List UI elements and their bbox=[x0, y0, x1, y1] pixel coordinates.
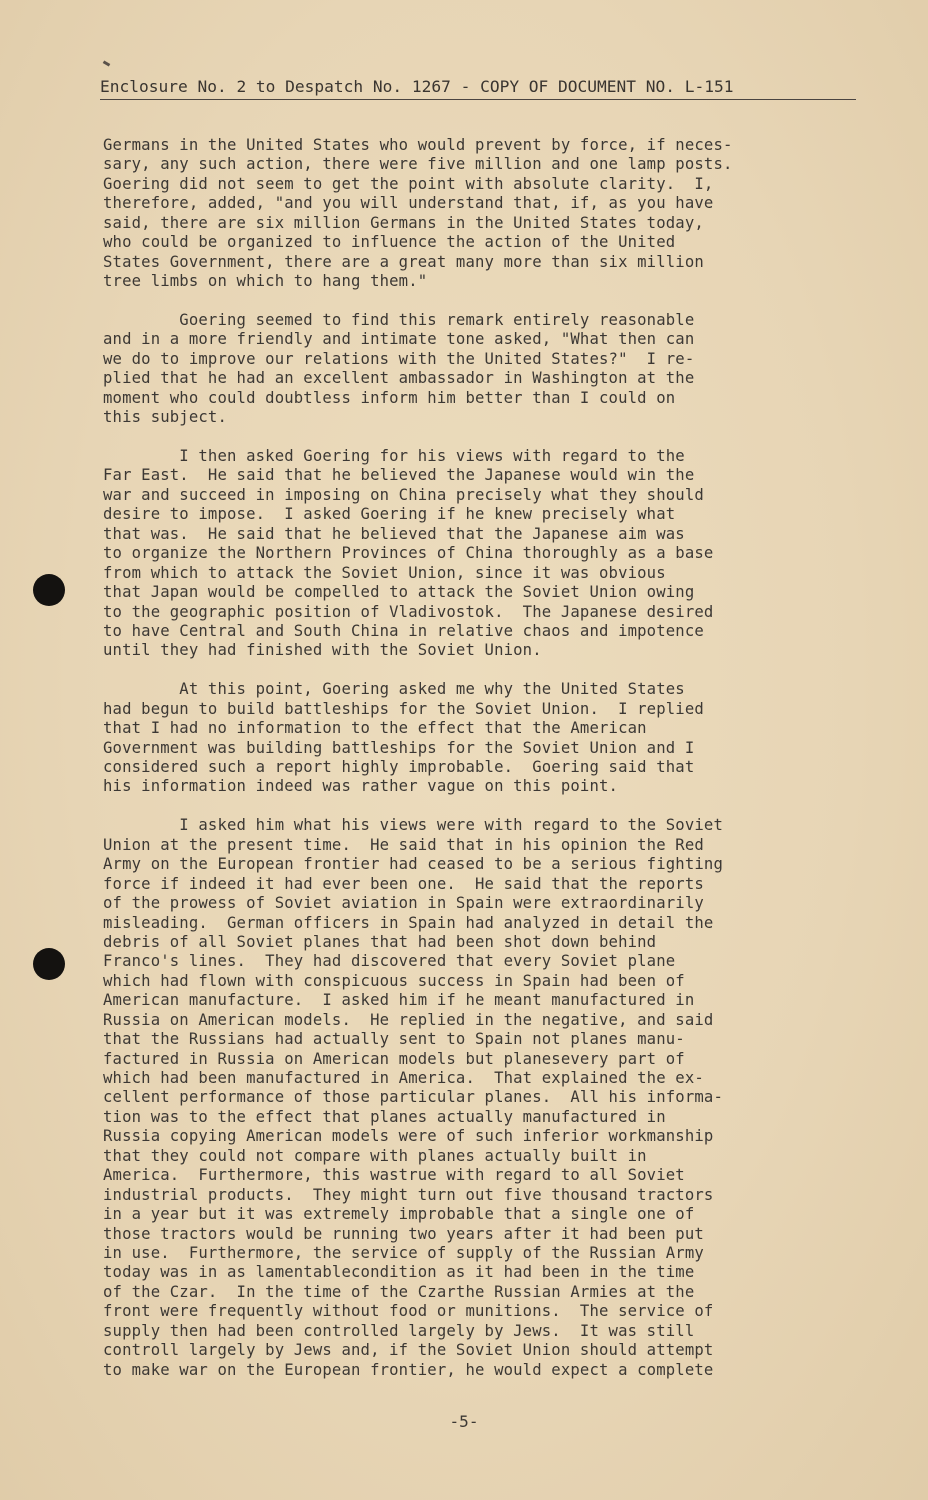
text-line: considered such a report highly improbable. Goering said that bbox=[103, 758, 695, 776]
text-line: supply then had been controlled largely by Jews. It was still bbox=[103, 1321, 695, 1340]
text-line: that Japan would be compelled to attack the Soviet Union owing bbox=[103, 583, 695, 602]
text-line: from which to attack the Soviet Union, since it was obvious bbox=[103, 563, 666, 582]
text-line: of the Czar. In the time of the Czarthe Russian Armies at the bbox=[103, 1282, 695, 1301]
text-line: misleading. German officers in Spain had analyzed in detail the bbox=[103, 913, 714, 932]
text-line: force if indeed it had ever been one. He said that the reports bbox=[103, 874, 704, 893]
text-line: who could be organized to influence the action of the United bbox=[103, 233, 676, 252]
text-line: Government was building battleships for the Soviet Union and I bbox=[103, 738, 695, 757]
text-line: Franco's lines. They had discovered that every Soviet plane bbox=[103, 952, 676, 971]
text-line: front were frequently without food or munitions. The service of bbox=[103, 1302, 714, 1321]
text-line: to make war on the European frontier, he would expect a complete bbox=[103, 1360, 714, 1379]
text-line: those tractors would be running two years after it had been put bbox=[103, 1224, 704, 1243]
text-line: American manufacture. I asked him if he meant manufactured in bbox=[103, 991, 695, 1010]
paragraph bbox=[103, 311, 873, 428]
text-line: debris of all Soviet planes that had been shot down behind bbox=[103, 932, 657, 951]
text-line: Army on the European frontier had ceased to be a serious fighting bbox=[103, 855, 723, 874]
punch-hole-upper bbox=[33, 574, 65, 606]
text-line: Germans in the United States who would prevent by force, if neces- bbox=[103, 136, 733, 154]
text-line: Goering seemed to find this remark entirely reasonable bbox=[103, 310, 695, 329]
text-line: therefore, added, "and you will understand that, if, as you have bbox=[103, 194, 714, 213]
text-line: Far East. He said that he believed the Japanese would win the bbox=[103, 466, 695, 485]
text-line: plied that he had an excellent ambassador in Washington at the bbox=[103, 369, 695, 388]
paragraph bbox=[103, 680, 873, 797]
text-line: war and succeed in imposing on China precisely what they should bbox=[103, 485, 704, 504]
text-line: in a year but it was extremely improbable that a single one of bbox=[103, 1205, 695, 1224]
text-line: At this point, Goering asked me why the United States bbox=[103, 680, 685, 699]
text-line: that was. He said that he believed that the Japanese aim was bbox=[103, 524, 685, 543]
punch-hole-lower bbox=[33, 948, 65, 980]
text-line: and in a more friendly and intimate tone asked, "What then can bbox=[103, 330, 695, 349]
text-line: tree limbs on which to hang them." bbox=[103, 272, 428, 291]
text-line: today was in as lamentablecondition as it had been in the time bbox=[103, 1263, 695, 1282]
text-line: I asked him what his views were with regard to the Soviet bbox=[103, 816, 723, 835]
text-line: to the geographic position of Vladivostok. The Japanese desired bbox=[103, 602, 714, 621]
text-line: had begun to build battleships for the Soviet Union. I replied bbox=[103, 699, 704, 718]
text-line: industrial products. They might turn out five thousand tractors bbox=[103, 1185, 714, 1204]
paragraph bbox=[103, 136, 873, 292]
text-line: cellent performance of those particular planes. All his informa- bbox=[103, 1088, 723, 1107]
text-line: said, there are six million Germans in the United States today, bbox=[103, 213, 704, 232]
page-number: -5- bbox=[449, 1412, 479, 1431]
pen-mark bbox=[103, 60, 111, 66]
text-line: that I had no information to the effect that the American bbox=[103, 719, 647, 738]
text-line: Union at the present time. He said that in his opinion the Red bbox=[103, 835, 704, 854]
text-line: to have Central and South China in relative chaos and impotence bbox=[103, 621, 704, 640]
text-line: this subject. bbox=[103, 408, 227, 427]
text-line: of the prowess of Soviet aviation in Spain were extraordinarily bbox=[103, 894, 704, 913]
text-line: that they could not compare with planes actually built in bbox=[103, 1146, 647, 1165]
text-line: tion was to the effect that planes actually manufactured in bbox=[103, 1107, 666, 1126]
text-line: Russia copying American models were of such inferior workmanship bbox=[103, 1127, 714, 1146]
text-line: in use. Furthermore, the service of supply of the Russian Army bbox=[103, 1243, 704, 1262]
text-line: that the Russians had actually sent to Spain not planes manu- bbox=[103, 1030, 685, 1049]
paragraph bbox=[103, 447, 873, 661]
document-body bbox=[103, 136, 873, 1399]
text-line: until they had finished with the Soviet Union. bbox=[103, 641, 542, 660]
document-header: Enclosure No. 2 to Despatch No. 1267 - COPY OF DOCUMENT NO. L-151 bbox=[100, 76, 856, 100]
text-line: sary, any such action, there were five million and one lamp posts. bbox=[103, 155, 733, 174]
text-line: I then asked Goering for his views with regard to the bbox=[103, 447, 685, 465]
text-line: America. Furthermore, this wastrue with regard to all Soviet bbox=[103, 1166, 685, 1185]
text-line: controll largely by Jews and, if the Soviet Union should attempt bbox=[103, 1341, 714, 1360]
text-line: which had flown with conspicuous success in Spain had been of bbox=[103, 971, 685, 990]
text-line: we do to improve our relations with the United States?" I re- bbox=[103, 349, 695, 368]
text-line: to organize the Northern Provinces of China thoroughly as a base bbox=[103, 544, 714, 563]
text-line: his information indeed was rather vague on this point. bbox=[103, 777, 619, 796]
paragraph bbox=[103, 816, 873, 1380]
text-line: States Government, there are a great many more than six million bbox=[103, 252, 704, 271]
text-line: factured in Russia on American models but planesevery part of bbox=[103, 1049, 685, 1068]
text-line: Russia on American models. He replied in the negative, and said bbox=[103, 1010, 714, 1029]
text-line: which had been manufactured in America. That explained the ex- bbox=[103, 1069, 704, 1087]
text-line: Goering did not seem to get the point with absolute clarity. I, bbox=[103, 174, 714, 193]
text-line: moment who could doubtless inform him better than I could on bbox=[103, 388, 676, 407]
text-line: desire to impose. I asked Goering if he knew precisely what bbox=[103, 505, 676, 524]
